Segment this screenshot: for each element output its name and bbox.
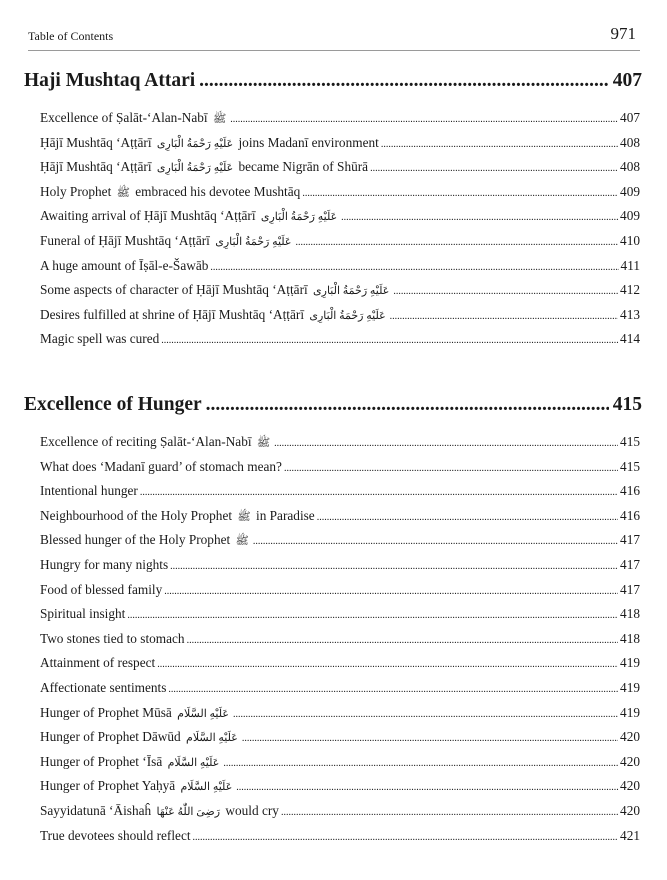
toc-entry[interactable] [24, 110, 642, 135]
dot-leader [302, 188, 618, 199]
toc-entry[interactable] [24, 655, 642, 680]
section-title: Excellence of Hunger [24, 394, 202, 415]
dot-leader [236, 782, 618, 793]
entry-title [40, 803, 279, 819]
entry-page-number: 417 [620, 556, 640, 572]
dot-leader [193, 832, 619, 843]
entry-title [40, 135, 379, 151]
toc-entry[interactable] [24, 680, 642, 705]
toc-entry[interactable] [24, 331, 642, 356]
honorific-text: ﷺ [116, 186, 130, 199]
entry-page-number: 420 [620, 753, 640, 769]
entry-title [40, 508, 315, 526]
section-page-number: 407 [612, 70, 642, 91]
dot-leader [341, 212, 618, 223]
honorific-text: ﷺ [235, 535, 249, 548]
honorific-text: عَلَیْهِ رَحْمَةُ الْبَارِی [313, 285, 390, 298]
honorific-text: ﷺ [237, 510, 251, 523]
dot-leader [199, 70, 609, 92]
dot-leader [223, 758, 618, 769]
entry-page-number: 412 [620, 282, 640, 298]
toc-entry[interactable] [24, 184, 642, 209]
page-number: 971 [610, 24, 636, 43]
dot-leader [168, 684, 618, 695]
entry-page-number: 415 [620, 434, 640, 449]
toc-entry[interactable] [24, 631, 642, 656]
entry-page-number: 420 [620, 802, 640, 818]
toc-entry[interactable] [24, 778, 642, 803]
entry-title [40, 110, 228, 128]
entry-title-text: Awaiting arrival of Ḥājī Mushtāq ‘Aṭṭārī [40, 208, 256, 224]
entry-title-text: Hunger of Prophet Mūsā [40, 704, 172, 720]
entry-title-text: Holy Prophet [40, 183, 112, 199]
dot-leader [170, 561, 618, 572]
dot-leader [393, 286, 618, 297]
honorific-text: عَلَیْهِ رَحْمَةُ الْبَارِی [215, 235, 292, 248]
honorific-text: ﷺ [212, 113, 227, 125]
entry-title [40, 258, 208, 274]
entry-title-text: Desires fulfilled at shrine of Ḥājī Mushtāq ‘Aṭṭārī [40, 306, 305, 322]
entry-title-suffix: would cry [225, 802, 279, 818]
honorific-text: عَلَیْهِ رَحْمَةُ الْبَارِی [156, 137, 234, 150]
honorific-text: عَلَیْهِ السَّلَام [167, 756, 220, 769]
entry-page-number: 410 [620, 232, 640, 248]
entry-page-number: 418 [620, 630, 640, 646]
entry-title-text: Intentional hunger [40, 483, 138, 499]
entry-title-text: Hunger of Prophet Dāwūd [40, 729, 181, 745]
section-heading [24, 394, 642, 424]
entry-title-text: Funeral of Ḥājī Mushtāq ‘Aṭṭārī [40, 232, 210, 248]
entry-title-text: Hunger of Prophet ‘Īsā [40, 753, 163, 769]
honorific-text: ﷺ [256, 437, 271, 449]
dot-leader [140, 487, 618, 498]
entry-page-number: 420 [620, 729, 640, 745]
toc-entry[interactable] [24, 729, 642, 754]
entry-page-number: 415 [620, 458, 640, 474]
entry-page-number: 409 [620, 208, 640, 224]
honorific-text: رَضِیَ اللّٰهُ عَنْهَا [156, 805, 221, 818]
toc-entry[interactable] [24, 508, 642, 533]
dot-leader [164, 586, 618, 597]
entry-title [40, 680, 166, 696]
entry-page-number: 416 [620, 483, 640, 499]
entry-title-text: A huge amount of Īṣāl-e-Šawāb [40, 257, 209, 273]
honorific-text: عَلَیْهِ رَحْمَةُ الْبَارِی [309, 309, 386, 322]
dot-leader [230, 114, 618, 125]
entry-page-number: 416 [620, 507, 640, 523]
entry-title [40, 282, 391, 298]
section-title: Haji Mushtaq Attari [24, 70, 196, 91]
entry-title-text: Hunger of Prophet Yaḥyā [40, 778, 176, 794]
toc-entry[interactable] [24, 282, 642, 307]
entry-page-number: 409 [620, 183, 640, 199]
dot-leader [390, 311, 618, 322]
entry-page-number: 408 [620, 159, 640, 175]
entry-title [40, 159, 368, 175]
toc-entry[interactable] [24, 233, 642, 258]
toc-entry[interactable] [24, 803, 642, 828]
dot-leader [284, 463, 618, 474]
toc-entry[interactable] [24, 459, 642, 484]
entry-page-number: 419 [620, 704, 640, 720]
honorific-text: عَلَیْهِ رَحْمَةُ الْبَارِی [260, 211, 338, 224]
entry-page-number: 420 [620, 778, 640, 794]
honorific-text: عَلَیْهِ السَّلَام [180, 781, 233, 794]
dot-leader [187, 635, 618, 646]
toc-entry[interactable] [24, 307, 642, 332]
entry-title-suffix: became Nigrān of Shūrā [238, 159, 369, 175]
entry-title-text: Two stones tied to stomach [40, 630, 185, 646]
toc-entry[interactable] [24, 532, 642, 557]
entry-title [40, 582, 162, 598]
entry-title-suffix: embraced his devotee Mushtāq [135, 183, 301, 199]
entry-title [40, 208, 339, 224]
entry-page-number: 419 [620, 679, 640, 695]
dot-leader [157, 659, 618, 670]
toc-entry[interactable] [24, 557, 642, 582]
honorific-text: عَلَیْهِ السَّلَام [186, 732, 238, 745]
entry-title-text: Food of blessed family [40, 581, 163, 597]
entry-page-number: 408 [620, 134, 640, 150]
dot-leader [233, 709, 618, 720]
entry-title [40, 483, 138, 499]
entry-title-text: Ḥājī Mushtāq ‘Aṭṭārī [40, 159, 152, 175]
entry-title [40, 331, 159, 347]
dot-leader [161, 335, 618, 346]
dot-leader [206, 394, 609, 416]
dot-leader [317, 512, 618, 523]
dot-leader [210, 262, 618, 273]
entry-title-text: Some aspects of character of Ḥājī Mushtāq ‘Aṭṭārī [40, 282, 308, 298]
honorific-text: عَلَیْهِ السَّلَام [177, 707, 229, 720]
entry-title-text: Excellence of Ṣalāt-‘Alan-Nabī [40, 110, 208, 125]
toc-entry[interactable] [24, 754, 642, 779]
entry-title [40, 184, 300, 202]
entry-title [40, 754, 221, 770]
dot-leader [242, 733, 618, 744]
entry-page-number: 419 [620, 655, 640, 671]
entry-title-suffix: in Paradise [256, 507, 315, 523]
entry-title [40, 307, 388, 323]
entry-page-number: 413 [620, 306, 640, 322]
entry-page-number: 417 [620, 532, 640, 548]
entry-title [40, 778, 234, 794]
section-heading [24, 70, 642, 100]
entry-title [40, 459, 282, 475]
entry-title [40, 233, 294, 249]
entry-page-number: 418 [620, 606, 640, 622]
entry-title-text: True devotees should reflect [40, 827, 191, 843]
entry-title [40, 631, 185, 647]
entry-title-text: Ḥājī Mushtāq ‘Aṭṭārī [40, 134, 152, 150]
entry-list [24, 110, 642, 356]
toc-section-excellence-of-hunger [24, 394, 642, 852]
toc-entry[interactable] [24, 135, 642, 160]
dot-leader [370, 163, 618, 174]
entry-title [40, 606, 125, 622]
entry-title-suffix: joins Madanī environment [238, 134, 379, 150]
entry-title [40, 557, 168, 573]
entry-title [40, 434, 272, 452]
toc-section-haji-mushtaq-attari [24, 70, 642, 356]
toc-entry[interactable] [24, 705, 642, 730]
toc-entry[interactable] [24, 483, 642, 508]
dot-leader [274, 438, 618, 449]
entry-page-number: 414 [620, 331, 640, 347]
entry-title-text: Excellence of reciting Ṣalāt-‘Alan-Nabī [40, 434, 252, 449]
entry-page-number: 411 [620, 257, 640, 273]
entry-title-text: Sayyidatunā ‘Āishaĥ [40, 802, 152, 818]
toc-entry[interactable] [24, 434, 642, 459]
entry-title-text: Attainment of respect [40, 655, 156, 671]
toc-entry[interactable] [24, 159, 642, 184]
entry-title [40, 828, 191, 844]
entry-title-text: Neighbourhood of the Holy Prophet [40, 507, 233, 523]
entry-page-number: 407 [620, 110, 640, 125]
entry-title-text: What does ‘Madanī guard’ of stomach mean? [40, 458, 282, 474]
page-header [28, 20, 640, 51]
honorific-text: عَلَیْهِ رَحْمَةُ الْبَارِی [156, 162, 234, 175]
entry-title [40, 532, 251, 550]
dot-leader [381, 139, 618, 150]
entry-page-number: 421 [620, 827, 640, 843]
entry-title [40, 655, 155, 671]
dot-leader [296, 237, 619, 248]
entry-title-text: Blessed hunger of the Holy Prophet [40, 532, 231, 548]
toc-entry[interactable] [24, 208, 642, 233]
entry-title-text: Hungry for many nights [40, 556, 169, 572]
entry-list [24, 434, 642, 852]
entry-title [40, 729, 240, 745]
entry-title-text: Spiritual insight [40, 606, 126, 622]
toc-entry[interactable] [24, 606, 642, 631]
running-title: Table of Contents [28, 29, 114, 43]
entry-title [40, 705, 231, 721]
dot-leader [281, 807, 618, 818]
dot-leader [127, 610, 618, 621]
toc-entry[interactable] [24, 582, 642, 607]
entry-title-text: Magic spell was cured [40, 331, 160, 347]
dot-leader [253, 536, 618, 547]
section-page-number: 415 [612, 394, 642, 415]
entry-page-number: 417 [620, 581, 640, 597]
toc-entry[interactable] [24, 828, 642, 853]
entry-title-text: Affectionate sentiments [40, 679, 167, 695]
toc-entry[interactable] [24, 258, 642, 283]
